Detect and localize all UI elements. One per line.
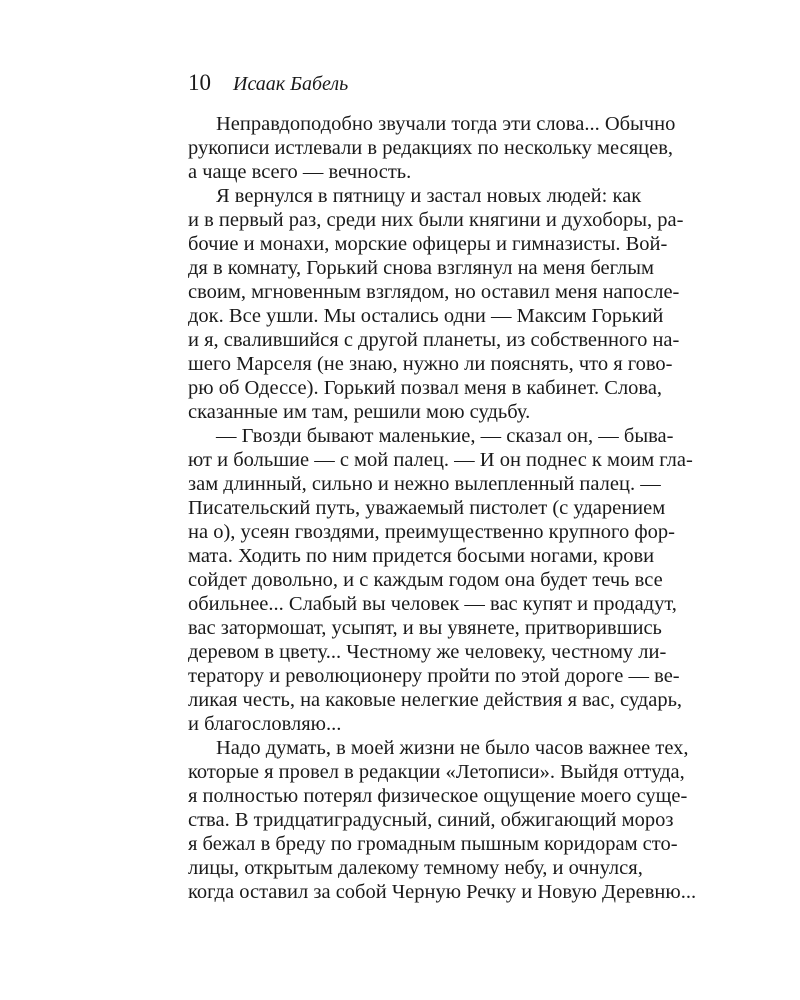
text-line: ликая честь, на каковые нелегкие действия я вас, сударь, <box>188 689 683 711</box>
running-head <box>188 70 348 100</box>
text-line: и я, свалившийся с другой планеты, из собственного на- <box>188 329 680 351</box>
text-line: обильнее... Слабый вы человек — вас купят и продадут, <box>188 593 677 615</box>
text-line: вас затормошат, усыпят, и вы увянете, притворившись <box>188 617 662 639</box>
paragraph <box>188 736 697 904</box>
running-head-title: Исаак Бабель <box>233 73 349 95</box>
text-line: тератору и революционеру пройти по этой дороге — ве- <box>188 665 680 687</box>
text-line: Писательский путь, уважаемый пистолет (с ударением <box>188 497 666 519</box>
text-line: а чаще всего — вечность. <box>188 161 412 183</box>
text-line: которые я провел в редакции «Летописи». Выйдя оттуда, <box>188 761 685 783</box>
text-line: и в первый раз, среди них были княгини и духоборы, ра- <box>188 209 684 231</box>
paragraph <box>188 112 676 184</box>
text-line: сойдет довольно, и с каждым годом она будет течь все <box>188 569 663 591</box>
text-line: я полностью потерял физическое ощущение моего суще- <box>188 785 688 807</box>
text-line: ства. В тридцатиградусный, синий, обжигающий мороз <box>188 809 674 831</box>
text-line: Надо думать, в моей жизни не было часов важнее тех, <box>216 737 689 759</box>
text-line: когда оставил за собой Черную Речку и Новую Деревню... <box>188 881 697 903</box>
text-line: бочие и монахи, морские офицеры и гимназисты. Вой- <box>188 233 668 255</box>
text-line: рю об Одессе). Горький позвал меня в кабинет. Слова, <box>188 377 663 399</box>
text-line: мата. Ходить по ним придется босыми ногами, крови <box>188 545 655 567</box>
text-line: своим, мгновенным взглядом, но оставил меня напослe- <box>188 281 680 303</box>
text-line: Неправдоподобно звучали тогда эти слова... Обычно <box>216 113 676 135</box>
text-line: рукописи истлевали в редакциях по нескольку месяцев, <box>188 137 674 159</box>
text-line: деревом в цвету... Честному же человеку, честному ли- <box>188 641 667 663</box>
text-line: сказанные им там, решили мою судьбу. <box>188 401 531 423</box>
text-line: лицы, открытым далекому темному небу, и очнулся, <box>188 857 643 879</box>
text-line: зам длинный, сильно и нежно вылепленный палец. — <box>188 473 661 495</box>
paragraph <box>188 184 684 424</box>
text-line: дя в комнату, Горький снова взглянул на меня беглым <box>188 257 654 279</box>
text-line: шего Марселя (не знаю, нужно ли пояснять, что я гово- <box>188 353 673 375</box>
text-line: Я вернулся в пятницу и застал новых людей: как <box>216 185 642 207</box>
text-line: на о), усеян гвоздями, преимущественно крупного фор- <box>188 521 675 543</box>
text-line: — Гвозди бывают маленькие, — сказал он, — быва- <box>216 425 674 447</box>
text-line: ют и большие — с мой палец. — И он поднес к моим гла- <box>188 449 693 471</box>
paragraph <box>188 424 693 736</box>
body-text <box>188 112 697 904</box>
page-number: 10 <box>188 70 211 95</box>
text-line: и благословляю... <box>188 713 342 735</box>
text-line: док. Все ушли. Мы остались одни — Максим Горький <box>188 305 664 327</box>
text-line: я бежал в бреду по громадным пышным коридорам сто- <box>188 833 678 855</box>
